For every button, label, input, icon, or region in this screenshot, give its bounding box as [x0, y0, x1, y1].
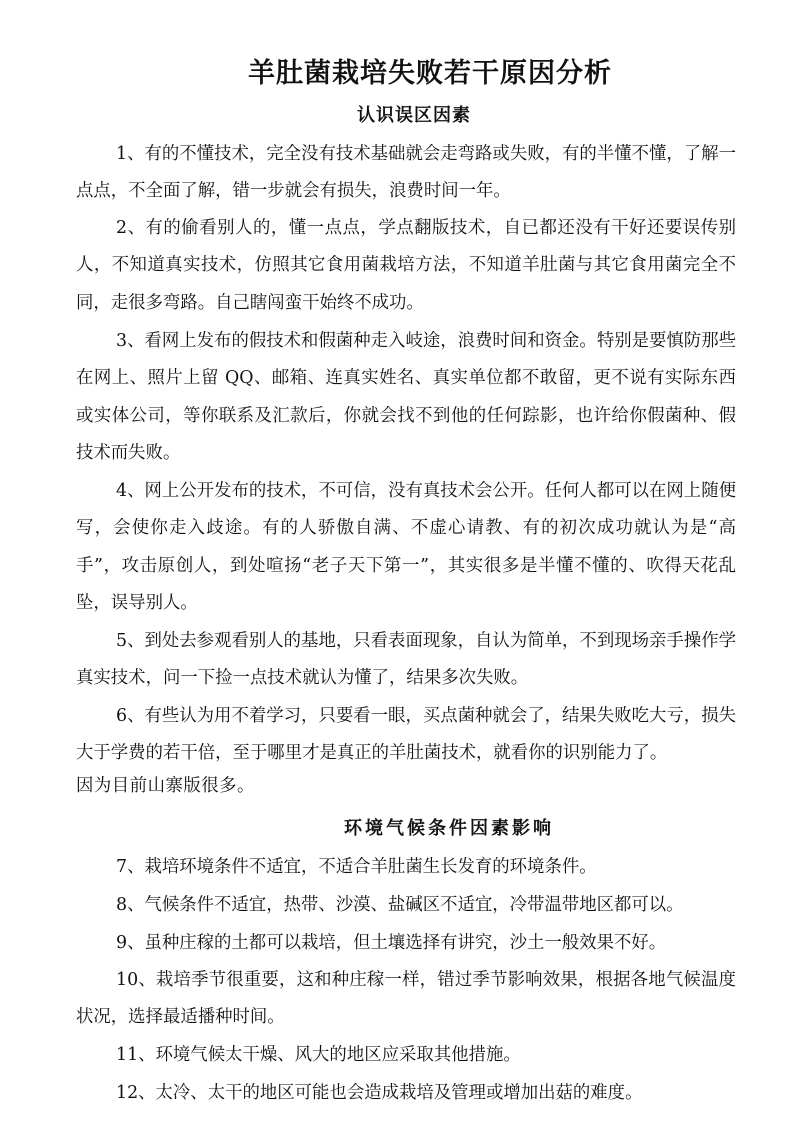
- paragraph-item-1: 1、有的不懂技术，完全没有技术基础就会走弯路或失败，有的半懂不懂，了解一点点，不全面了解，错一步就会有损失，浪费时间一年。: [76, 144, 736, 202]
- paragraph-item-7: 7、栽培环境条件不适宜，不适合羊肚菌生长发育的环境条件。: [116, 857, 597, 877]
- paragraph-note: 因为目前山寨版很多。: [76, 776, 255, 796]
- paragraph-item-11: 11、环境气候太干燥、风大的地区应采取其他措施。: [116, 1045, 521, 1065]
- paragraph-item-3: 3、看网上发布的假技术和假菌种走入岐途，浪费时间和资金。特别是要慎防那些在网上、照片上留 QQ、邮箱、连真实姓名、真实单位都不敢留，更不说有实际东西或实体公司，等你联系及汇款后，你就会找不到他的任何踪影，也许给你假菌种、假技术而失败。: [76, 331, 736, 463]
- section-heading-environment: 环境气候条件因素影响: [344, 818, 554, 839]
- document-title: 羊肚菌栽培失败若干原因分析: [248, 58, 612, 89]
- paragraph-item-12: 12、太冷、太干的地区可能也会造成栽培及管理或增加出菇的难度。: [116, 1083, 643, 1103]
- section-heading-misconceptions: 认识误区因素: [357, 105, 471, 126]
- paragraph-item-6: 6、有些认为用不着学习，只要看一眼，买点菌种就会了，结果失败吃大亏，损失大于学费的若干倍，至于哪里才是真正的羊肚菌技术，就看你的识别能力了。: [76, 706, 736, 764]
- paragraph-item-9: 9、虽种庄稼的土都可以栽培，但土壤选择有讲究，沙土一般效果不好。: [116, 933, 667, 953]
- paragraph-item-2: 2、有的偷看别人的，懂一点点，学点翻版技术，自已都还没有干好还要误传别人，不知道真实技术，仿照其它食用菌栽培方法，不知道羊肚菌与其它食用菌完全不同，走很多弯路。自己瞎闯蛮干始终不成功。: [76, 218, 736, 313]
- paragraph-item-5: 5、到处去参观看别人的基地，只看表面现象，自认为简单，不到现场亲手操作学真实技术，问一下捡一点技术就认为懂了，结果多次失败。: [76, 631, 736, 689]
- paragraph-item-8: 8、气候条件不适宜，热带、沙漠、盐碱区不适宜，冷带温带地区都可以。: [116, 895, 684, 915]
- paragraph-item-10: 10、栽培季节很重要，这和种庄稼一样，错过季节影响效果，根据各地气候温度状况，选择最适播种时间。: [76, 970, 736, 1028]
- paragraph-item-4: 4、网上公开发布的技术，不可信，没有真技术会公开。任何人都可以在网上随便写，会使你走入歧途。有的人骄傲自满、不虚心请教、有的初次成功就认为是“高手”，攻击原创人，到处喧扬“老子天下第一”，其实很多是半懂不懂的、吹得天花乱坠，误导别人。: [76, 481, 736, 613]
